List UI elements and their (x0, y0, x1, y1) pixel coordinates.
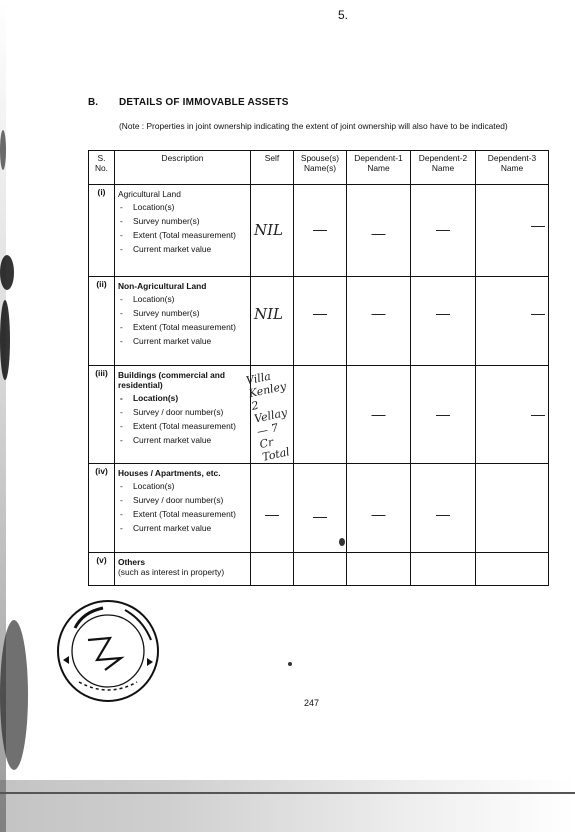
row-title: Others (118, 557, 145, 567)
row-index: (v) (89, 553, 115, 586)
row-title: Non-Agricultural Land (118, 281, 207, 291)
table-row (89, 366, 549, 464)
self-cell (251, 277, 294, 366)
scan-smudge (0, 620, 28, 770)
self-cell (251, 185, 294, 277)
dash: — (436, 305, 450, 321)
dep1-cell (347, 185, 411, 277)
handwritten-entry: NIL (254, 305, 284, 323)
header-dependent-2: Dependent-2 Name (411, 151, 476, 185)
sub-item: - Extent (Total measurement) (118, 421, 247, 431)
dash: — (265, 506, 279, 522)
row-index: (iii) (89, 366, 115, 464)
scan-smudge (0, 300, 10, 380)
sub-item: - Extent (Total measurement) (118, 322, 247, 332)
dep1-cell (347, 277, 411, 366)
sub-item: - Current market value (118, 435, 247, 445)
scan-dot (288, 662, 292, 666)
scan-dot (339, 538, 345, 546)
header-sno: S. No. (89, 151, 115, 185)
dep3-cell (476, 366, 549, 464)
self-cell (244, 366, 294, 464)
section-note: (Note : Properties in joint ownership indicating the extent of joint ownership will also have to be indicated) (119, 121, 508, 131)
table-row (89, 553, 549, 586)
dep2-cell (411, 366, 476, 464)
row-title: Agricultural Land (118, 189, 181, 199)
dash: — (436, 506, 450, 522)
sub-item: - Location(s) (118, 202, 247, 212)
self-cell (251, 464, 294, 553)
dash: — (531, 217, 545, 233)
dash: — (371, 506, 386, 522)
handwritten-entry: Villa Kenley 2 Vellay — 7 Cr Total (244, 369, 291, 464)
page-number: 247 (304, 698, 320, 708)
dash: — (436, 221, 450, 237)
dep1-cell (347, 464, 411, 553)
scan-smudge (0, 130, 6, 170)
dep1-cell (347, 553, 411, 586)
table-row (89, 185, 549, 277)
row-index: (ii) (89, 277, 115, 366)
official-seal-stamp (55, 598, 161, 704)
spouse-cell (294, 277, 347, 366)
header-dependent-3: Dependent-3 Name (476, 151, 549, 185)
sub-item: - Current market value (118, 523, 247, 533)
table-row (89, 277, 549, 366)
row-index: (i) (89, 185, 115, 277)
page-mark: 5. (338, 8, 349, 22)
sub-item: - Location(s) (118, 294, 247, 304)
dep2-cell (411, 553, 476, 586)
spouse-cell (294, 366, 347, 464)
immovable-assets-table (88, 150, 549, 586)
row-title: Houses / Apartments, etc. (118, 468, 221, 478)
dash: — (371, 406, 386, 422)
scan-bottom-noise (0, 780, 575, 832)
spouse-cell (294, 553, 347, 586)
section-title: DETAILS OF IMMOVABLE ASSETS (119, 97, 289, 108)
dash: — (371, 225, 386, 241)
row-index: (iv) (89, 464, 115, 553)
dash: — (531, 305, 545, 321)
row-description (115, 553, 251, 586)
dash: — (531, 406, 545, 422)
row-description (115, 277, 251, 366)
sub-item: - Survey number(s) (118, 308, 247, 318)
dash: — (436, 406, 450, 422)
header-dependent-1: Dependent-1 Name (347, 151, 411, 185)
sub-item: - Current market value (118, 336, 247, 346)
header-self: Self (251, 151, 294, 185)
sub-item: - Location(s) (118, 481, 247, 491)
section-number: B. (88, 97, 98, 108)
sub-item: - Current market value (118, 244, 247, 254)
header-description: Description (115, 151, 251, 185)
dep1-cell (347, 366, 411, 464)
dep3-cell (476, 553, 549, 586)
table-header-row (89, 151, 549, 185)
row-subtitle: (such as interest in property) (118, 567, 225, 577)
dep3-cell (476, 185, 549, 277)
dep3-cell (476, 464, 549, 553)
row-description (115, 464, 251, 553)
handwritten-entry: NIL (254, 221, 284, 239)
sub-item: - Extent (Total measurement) (118, 230, 247, 240)
dash: — (313, 305, 327, 321)
scan-bottom-line (0, 792, 575, 794)
spouse-cell (294, 185, 347, 277)
dash: — (371, 305, 386, 321)
scan-smudge (0, 255, 14, 290)
sub-item: - Survey number(s) (118, 216, 247, 226)
dep2-cell (411, 277, 476, 366)
dep2-cell (411, 185, 476, 277)
dash: — (313, 221, 327, 237)
row-description (115, 366, 251, 464)
sub-item: - Survey / door number(s) (118, 407, 247, 417)
table-row (89, 464, 549, 553)
row-description (115, 185, 251, 277)
sub-item: - Location(s) (118, 393, 247, 403)
sub-item: - Survey / door number(s) (118, 495, 247, 505)
self-cell (251, 553, 294, 586)
dep2-cell (411, 464, 476, 553)
dash: — (313, 508, 327, 524)
row-title: Buildings (commercial and residential) (118, 370, 226, 390)
dep3-cell (476, 277, 549, 366)
header-spouse: Spouse(s) Name(s) (294, 151, 347, 185)
sub-item: - Extent (Total measurement) (118, 509, 247, 519)
